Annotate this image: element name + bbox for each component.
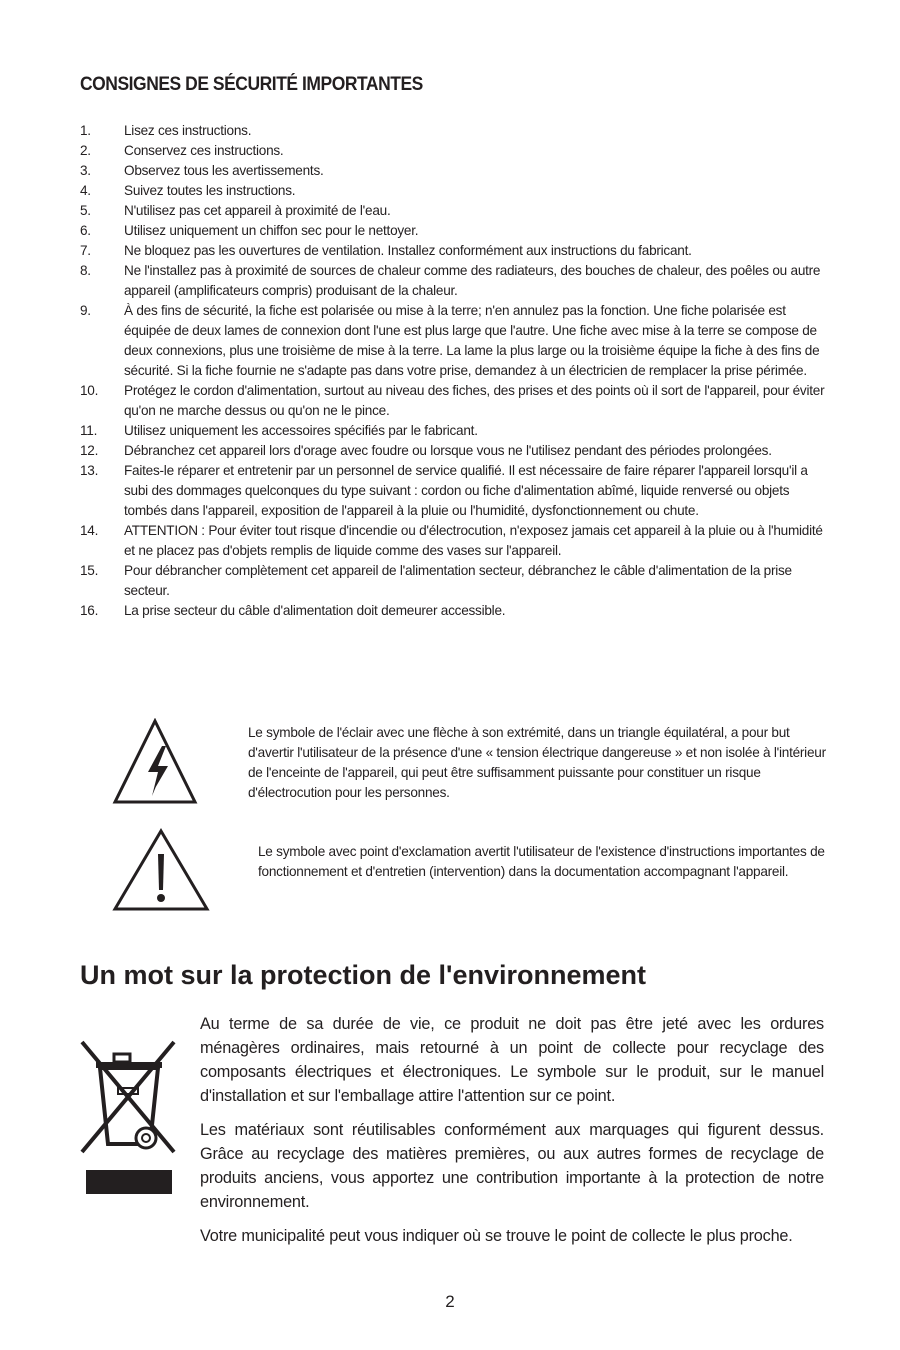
item-text: Ne bloquez pas les ouvertures de ventilation. Installez conformément aux instructions du fabricant. bbox=[124, 243, 692, 258]
item-number: 1. bbox=[80, 123, 91, 138]
item-number: 5. bbox=[80, 203, 91, 218]
item-number: 13. bbox=[80, 463, 99, 478]
list-item bbox=[80, 561, 825, 601]
list-item bbox=[80, 141, 825, 161]
list-item bbox=[80, 221, 825, 241]
item-number: 8. bbox=[80, 263, 91, 278]
list-item bbox=[80, 201, 825, 221]
item-number: 6. bbox=[80, 223, 91, 238]
item-text: ATTENTION : Pour éviter tout risque d'incendie ou d'électrocution, n'exposez jamais cet appareil à la pluie ou à l'humidité et ne placez pas d'objets remplis de liquide comme des vases sur l'appareil. bbox=[124, 523, 823, 558]
item-number: 7. bbox=[80, 243, 91, 258]
exclamation-symbol-text: Le symbole avec point d'exclamation avertit l'utilisateur de l'existence d'instructions importantes de fonctionnement et d'entretien (intervention) dans la documentation accompagnant l'appareil. bbox=[258, 844, 825, 879]
environment-paragraph: Au terme de sa durée de vie, ce produit ne doit pas être jeté avec les ordures ménagères ordinaires, mais retourné à un point de collecte pour recyclage des composants électriques et électroniques. Le symbole sur le produit, sur le manuel d'installation et sur l'emballage attire l'attention sur ce point. bbox=[200, 1015, 824, 1105]
item-number: 15. bbox=[80, 563, 99, 578]
list-item bbox=[80, 241, 825, 261]
item-text: Pour débrancher complètement cet appareil de l'alimentation secteur, débranchez le câble d'alimentation de la prise secteur. bbox=[124, 563, 792, 598]
environment-text bbox=[200, 1012, 824, 1258]
item-number: 14. bbox=[80, 523, 99, 538]
environment-title: Un mot sur la protection de l'environnement bbox=[80, 960, 646, 990]
item-text: Utilisez uniquement les accessoires spécifiés par le fabricant. bbox=[124, 423, 478, 438]
list-item bbox=[80, 301, 825, 381]
item-number: 12. bbox=[80, 443, 99, 458]
safety-instructions-list bbox=[80, 121, 825, 621]
item-number: 3. bbox=[80, 163, 91, 178]
lightning-symbol-text: Le symbole de l'éclair avec une flèche à son extrémité, dans un triangle équilatéral, a pour but d'avertir l'utilisateur de la présence d'une « tension électrique dangereuse » et non isolée à l'intérieur de l'enceinte de l'appareil, qui peut être suffisamment puissante pour constituer un risque d'électrocution pour les personnes. bbox=[248, 725, 826, 800]
item-text: Protégez le cordon d'alimentation, surtout au niveau des fiches, des prises et des points où il sort de l'appareil, pour éviter qu'on ne marche dessus ou qu'on ne le pince. bbox=[124, 383, 825, 418]
lightning-symbol-block bbox=[112, 718, 832, 806]
item-text: Faites-le réparer et entretenir par un personnel de service qualifié. Il est nécessaire de faire réparer l'appareil lorsqu'il a subi des dommages quelconques du type suivant : cordon ou fiche d'alimentation abîmé, liquide renversé ou objets tombés dans l'appareil, exposition de l'appareil à la pluie ou l'humidité, dysfonctionnement ou chute. bbox=[124, 463, 808, 518]
item-text: La prise secteur du câble d'alimentation doit demeurer accessible. bbox=[124, 603, 506, 618]
page-number: 2 bbox=[445, 1292, 455, 1311]
environment-paragraph: Les matériaux sont réutilisables conformément aux marquages qui figurent dessus. Grâce au recyclage des matières premières, ou aux autres formes de recyclage de produits anciens, vous apportez une contribution importante à la protection de notre environnement. bbox=[200, 1121, 824, 1211]
item-text: Ne l'installez pas à proximité de sources de chaleur comme des radiateurs, des bouches de chaleur, des poêles ou autre appareil (amplificateurs compris) produisant de la chaleur. bbox=[124, 263, 821, 298]
item-text: À des fins de sécurité, la fiche est polarisée ou mise à la terre; n'en annulez pas la fonction. Une fiche polarisée est équipée de deux lames de connexion dont l'une est plus large que l'autre. Une fiche avec mise à la terre se compose de deux connexions, plus une troisième de mise à la terre. La lame la plus large ou la troisième équipe la fiche à des fins de sécurité. Si la fiche fournie ne s'adapte pas dans votre prise, demandez à un électricien de remplacer la prise périmée. bbox=[124, 303, 820, 378]
environment-paragraph: Votre municipalité peut vous indiquer où se trouve le point de collecte le plus proche. bbox=[200, 1227, 793, 1245]
item-text: N'utilisez pas cet appareil à proximité de l'eau. bbox=[124, 203, 391, 218]
list-item bbox=[80, 601, 825, 621]
exclamation-symbol-block bbox=[112, 828, 832, 912]
list-item bbox=[80, 421, 825, 441]
item-number: 9. bbox=[80, 303, 91, 318]
item-number: 10. bbox=[80, 383, 99, 398]
item-text: Observez tous les avertissements. bbox=[124, 163, 324, 178]
list-item bbox=[80, 441, 825, 461]
item-text: Lisez ces instructions. bbox=[124, 123, 252, 138]
list-item bbox=[80, 461, 825, 521]
list-item bbox=[80, 381, 825, 421]
lightning-warning-icon bbox=[112, 718, 198, 806]
item-text: Conservez ces instructions. bbox=[124, 143, 284, 158]
item-number: 11. bbox=[80, 423, 98, 438]
list-item bbox=[80, 161, 825, 181]
list-item bbox=[80, 121, 825, 141]
list-item bbox=[80, 181, 825, 201]
list-item bbox=[80, 521, 825, 561]
item-number: 2. bbox=[80, 143, 91, 158]
safety-title: CONSIGNES DE SÉCURITÉ IMPORTANTES bbox=[80, 74, 423, 95]
item-text: Suivez toutes les instructions. bbox=[124, 183, 296, 198]
item-text: Utilisez uniquement un chiffon sec pour le nettoyer. bbox=[124, 223, 419, 238]
list-item bbox=[80, 261, 825, 301]
crossed-out-bin-icon bbox=[78, 1040, 178, 1196]
item-number: 16. bbox=[80, 603, 99, 618]
exclamation-warning-icon bbox=[112, 828, 210, 912]
item-text: Débranchez cet appareil lors d'orage avec foudre ou lorsque vous ne l'utilisez pendant des périodes prolongées. bbox=[124, 443, 772, 458]
item-number: 4. bbox=[80, 183, 91, 198]
